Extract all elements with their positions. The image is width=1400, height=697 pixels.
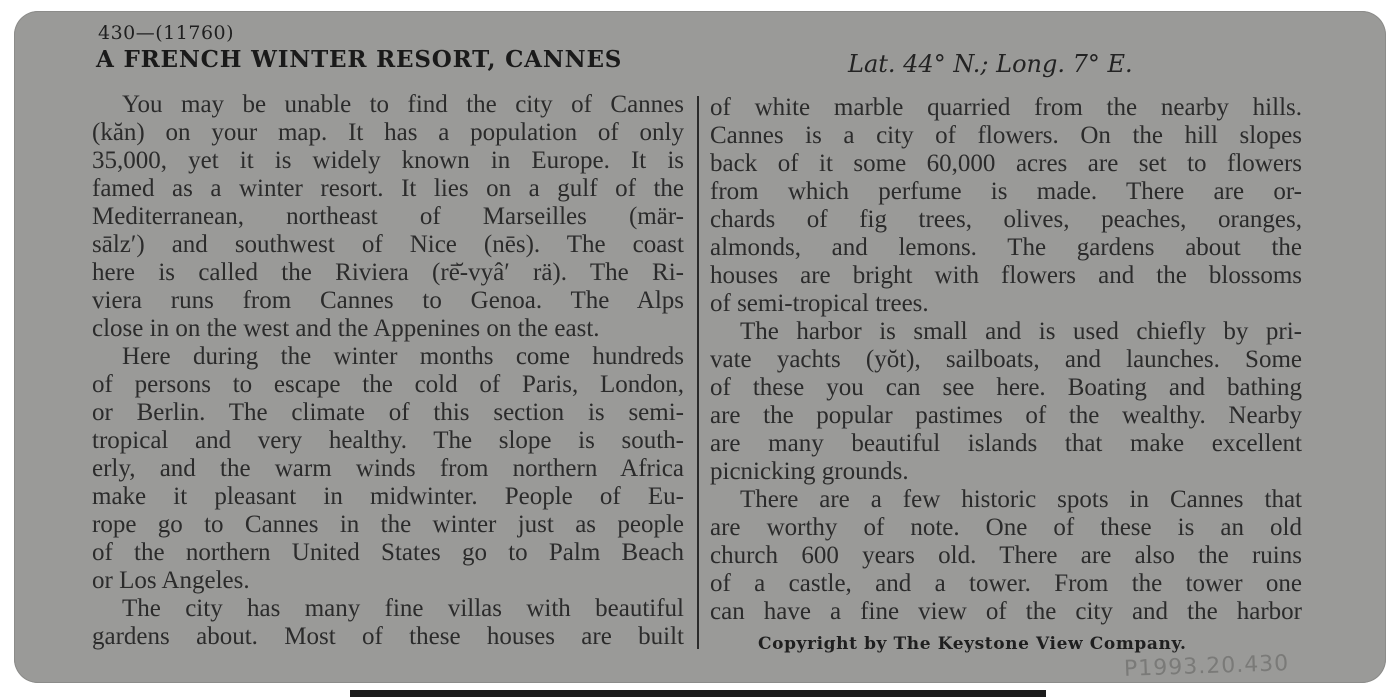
text-line: You may be unable to find the city of Cannes — [122, 91, 684, 118]
text-line: of these you can see here. Boating and bathing — [710, 374, 1302, 401]
text-column-left — [92, 91, 684, 651]
text-line: are worthy of note. One of these is an old — [710, 514, 1302, 541]
text-line: There are a few historic spots in Cannes that — [740, 486, 1302, 513]
text-line: almonds, and lemons. The gardens about the — [710, 234, 1302, 261]
column-divider — [697, 96, 699, 649]
text-line: sālz′) and southwest of Nice (nēs). The coast — [92, 231, 684, 258]
text-line: The harbor is small and is used chiefly by pri- — [740, 318, 1302, 345]
text-line: tropical and very healthy. The slope is south- — [92, 427, 684, 454]
text-line: from which perfume is made. There are or- — [710, 178, 1302, 205]
card-edge-shadow — [350, 690, 1046, 697]
text-line: of the northern United States go to Palm Beach — [92, 539, 684, 566]
text-line: can have a fine view of the city and the harbor — [710, 598, 1302, 625]
text-line: erly, and the warm winds from northern Africa — [92, 455, 684, 482]
text-line: are the popular pastimes of the wealthy. Nearby — [710, 402, 1302, 429]
coordinates: Lat. 44° N.; Long. 7° E. — [848, 50, 1133, 78]
text-line: vate yachts (yŏt), sailboats, and launches. Some — [710, 346, 1302, 373]
text-line: viera runs from Cannes to Genoa. The Alps — [92, 287, 684, 314]
catalog-number: 430—(11760) — [98, 22, 235, 44]
text-line: Mediterranean, northeast of Marseilles (mär- — [92, 203, 684, 230]
text-line: rope go to Cannes in the winter just as people — [92, 511, 684, 538]
text-line: here is called the Riviera (rē̆-vyâ′ rä). The Ri- — [92, 259, 684, 286]
text-line: 35,000, yet it is widely known in Europe. It is — [92, 147, 684, 174]
text-line: or Los Angeles. — [92, 567, 250, 594]
text-line: of persons to escape the cold of Paris, London, — [92, 371, 684, 398]
copyright-line: Copyright by The Keystone View Company. — [758, 634, 1187, 654]
text-line: close in on the west and the Appenines on the east. — [92, 315, 600, 342]
text-line: of white marble quarried from the nearby hills. — [710, 94, 1302, 121]
card-title: A FRENCH WINTER RESORT, CANNES — [96, 46, 623, 73]
accession-number: P1993.20.430 — [1123, 651, 1290, 682]
text-line: Cannes is a city of flowers. On the hill slopes — [710, 122, 1302, 149]
text-line: back of it some 60,000 acres are set to flowers — [710, 150, 1302, 177]
text-line: famed as a winter resort. It lies on a gulf of the — [92, 175, 684, 202]
text-line: church 600 years old. There are also the ruins — [710, 542, 1302, 569]
text-line: of semi-tropical trees. — [710, 290, 929, 317]
text-line: picnicking grounds. — [710, 458, 909, 485]
text-line: or Berlin. The climate of this section is semi- — [92, 399, 684, 426]
text-line: houses are bright with flowers and the blossoms — [710, 262, 1302, 289]
text-line: Here during the winter months come hundreds — [122, 343, 684, 370]
text-column-right — [710, 94, 1302, 626]
text-line: of a castle, and a tower. From the tower one — [710, 570, 1302, 597]
text-line: make it pleasant in midwinter. People of Eu- — [92, 483, 684, 510]
text-line: chards of fig trees, olives, peaches, oranges, — [710, 206, 1302, 233]
text-line: The city has many fine villas with beautiful — [122, 595, 684, 622]
text-line: are many beautiful islands that make excellent — [710, 430, 1302, 457]
text-line: (kăn) on your map. It has a population of only — [92, 119, 684, 146]
text-line: gardens about. Most of these houses are built — [92, 623, 684, 650]
